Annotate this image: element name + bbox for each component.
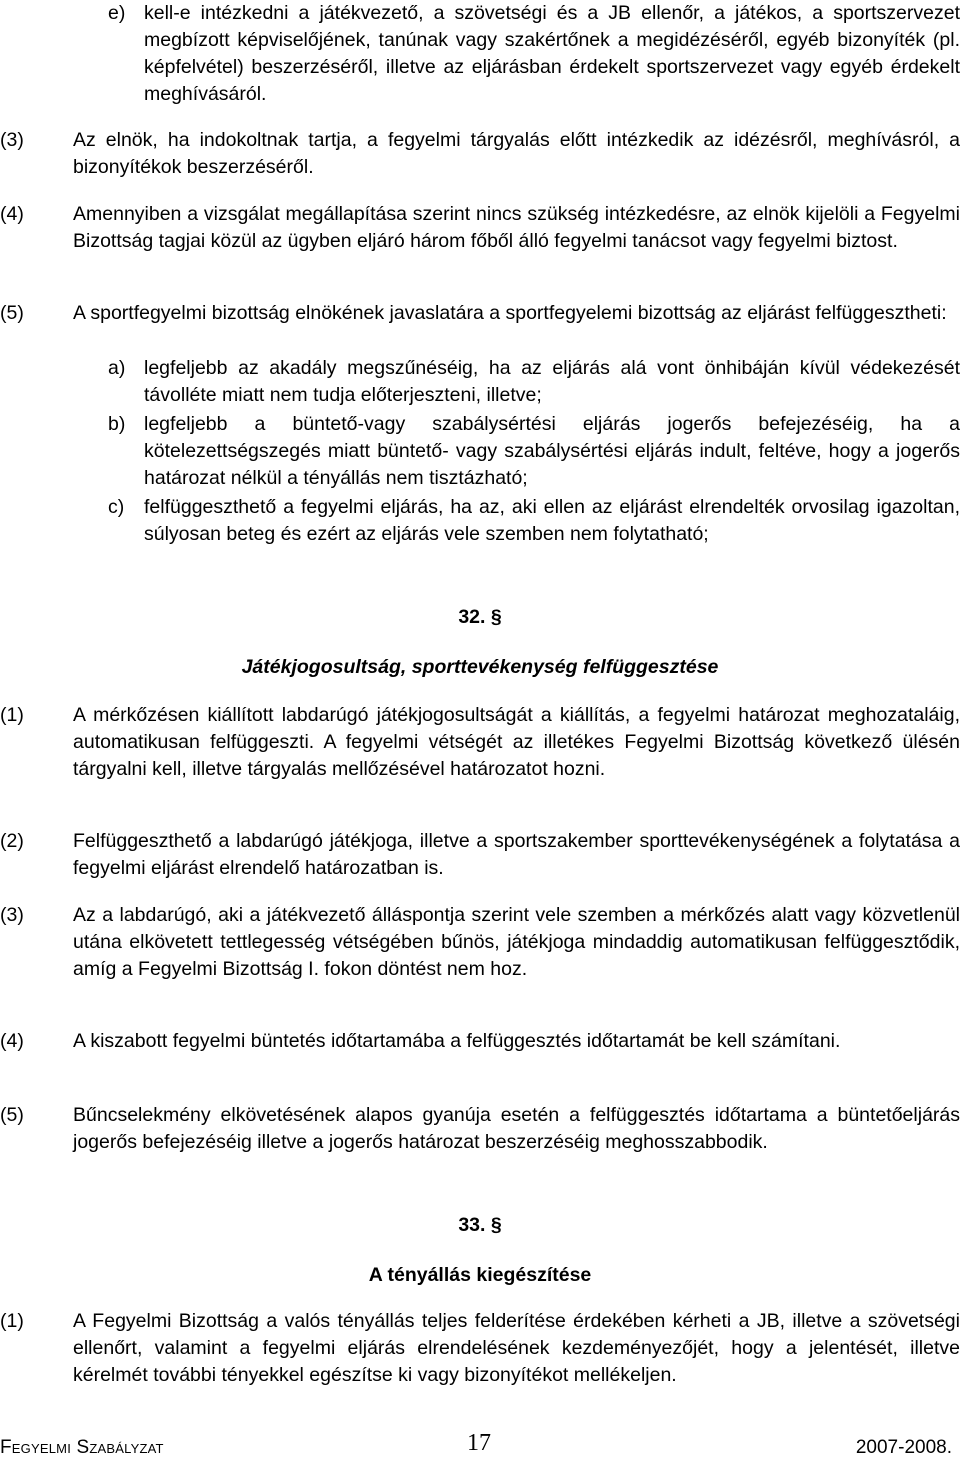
paragraph-text: A kiszabott fegyelmi büntetés időtartamába a felfüggesztés időtartamát be kell számítani. <box>73 1030 841 1052</box>
paragraph-text: Bűncselekmény elkövetésének alapos gyanúja esetén a felfüggesztés időtartama a büntetőeljárás jogerős befejezéséig illetve a jogerős határozat beszerzéséig meghosszabbodik. <box>73 1104 960 1153</box>
paragraph-text: A sportfegyelmi bizottság elnökének javaslatára a sportfegyelemi bizottság az eljárást felfüggesztheti: <box>73 302 947 324</box>
list-item-label: e) <box>108 2 126 24</box>
list-item-label: c) <box>108 496 125 518</box>
paragraph-number: (3) <box>0 129 24 151</box>
paragraph-number: (1) <box>0 1310 24 1332</box>
paragraph-text: A Fegyelmi Bizottság a valós tényállás teljes felderítése érdekében kérheti a JB, illetve a szövetségi ellenőrt, valamint a fegyelmi eljárás elrendelésének kezdeményezőjét, hogy a jelentését, illetve kérelmét további tényekkel egészítse ki vagy bizonyítékot mellékeljen. <box>73 1310 960 1386</box>
section-title: A tényállás kiegészítése <box>368 1264 592 1286</box>
paragraph-number: (5) <box>0 302 24 324</box>
list-item-label: b) <box>108 413 126 435</box>
paragraph-number: (4) <box>0 203 24 225</box>
paragraph-number: (2) <box>0 830 24 852</box>
paragraph-number: (1) <box>0 704 24 726</box>
list-item-text: felfüggeszthető a fegyelmi eljárás, ha az, aki ellen az eljárást elrendelték orvosilag igazoltan, súlyosan beteg és ezért az eljárás vele szemben nem folytatható; <box>144 496 960 545</box>
footer-title-text: Fegyelmi Szabályzat <box>0 1437 164 1458</box>
paragraph-text: Amennyiben a vizsgálat megállapítása szerint nincs szükség intézkedésre, az elnök kijelöli a Fegyelmi Bizottság tagjai közül az ügyben eljáró három főből álló fegyelmi tanácsot vagy fegyelmi biztost. <box>73 203 960 252</box>
section-title: Játékjogosultság, sporttevékenység felfüggesztése <box>241 656 719 678</box>
section-number: 33. § <box>458 1214 502 1236</box>
footer-title <box>0 1434 164 1461</box>
paragraph-number: (5) <box>0 1104 24 1126</box>
section-number: 32. § <box>458 606 502 628</box>
page-number: 17 <box>467 1430 491 1456</box>
footer-years: 2007-2008. <box>855 1437 952 1458</box>
paragraph-number: (3) <box>0 904 24 926</box>
paragraph-text: Felfüggeszthető a labdarúgó játékjoga, illetve a sportszakember sporttevékenységének a folytatása a fegyelmi eljárást elrendelő határozatban is. <box>73 830 960 879</box>
list-item-text: legfeljebb az akadály megszűnéséig, ha az eljárás alá vont önhibáján kívül védekezését távolléte miatt nem tudja előterjeszteni, illetve; <box>144 357 960 406</box>
list-item-text: kell-e intézkedni a játékvezető, a szövetségi és a JB ellenőr, a játékos, a sportszervezet megbízott képviselőjének, tanúnak vagy szakértőnek a megidézéséről, egyéb bizonyíték (pl. képfelvétel) beszerzéséről, illetve az eljárásban érdekelt sportszervezet vagy egyéb érdekelt meghívásáról. <box>144 2 960 105</box>
list-item-text: legfeljebb a büntető-vagy szabálysértési eljárás jogerős befejezéséig, ha a kötelezettségszegés miatt büntető- vagy szabálysértési eljárás indult, feltéve, hogy a jogerős határozat nélkül a tényállás nem tisztázható; <box>144 413 960 489</box>
paragraph-text: Az a labdarúgó, aki a játékvezető álláspontja szerint vele szemben a mérkőzés alatt vagy közvetlenül utána elkövetett tettlegesség vétségében bűnös, játékjoga mindaddig automatikusan felfüggesztődik, amíg a Fegyelmi Bizottság I. fokon döntést nem hoz. <box>73 904 960 980</box>
paragraph-text: A mérkőzésen kiállított labdarúgó játékjogosultságát a kiállítás, a fegyelmi határozat meghozataláig, automatikusan felfüggeszti. A fegyelmi vétségét az illetékes Fegyelmi Bizottság következő ülésén tárgyalni kell, illetve tárgyalás mellőzésével határozatot hozni. <box>73 704 960 780</box>
list-item-label: a) <box>108 357 126 379</box>
paragraph-number: (4) <box>0 1030 24 1052</box>
paragraph-text: Az elnök, ha indokoltnak tartja, a fegyelmi tárgyalás előtt intézkedik az idézésről, meghívásról, a bizonyítékok beszerzéséről. <box>73 129 960 178</box>
